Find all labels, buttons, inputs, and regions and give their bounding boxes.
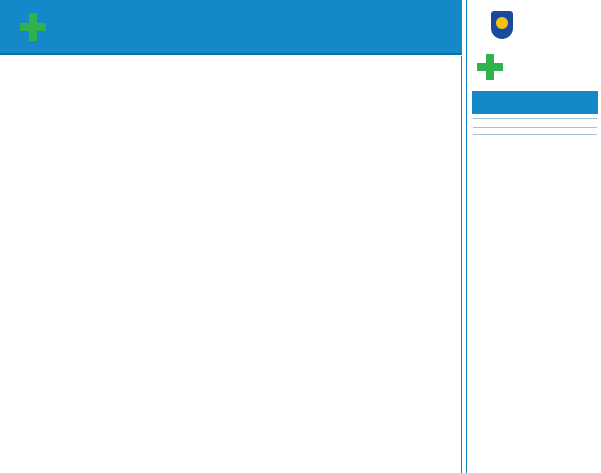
- right-column: [466, 0, 601, 473]
- after-hours-box: [475, 51, 595, 87]
- pharmacy-cross-icon: [20, 13, 46, 41]
- divider: [473, 134, 597, 135]
- ulss-logo: [467, 9, 601, 47]
- lion-shield-icon: [491, 11, 513, 39]
- useful-numbers-title: [472, 91, 598, 114]
- divider: [473, 127, 597, 128]
- header-banner: [0, 0, 462, 55]
- divider: [473, 118, 597, 119]
- shift-list: [0, 56, 462, 473]
- green-cross-icon: [477, 54, 503, 80]
